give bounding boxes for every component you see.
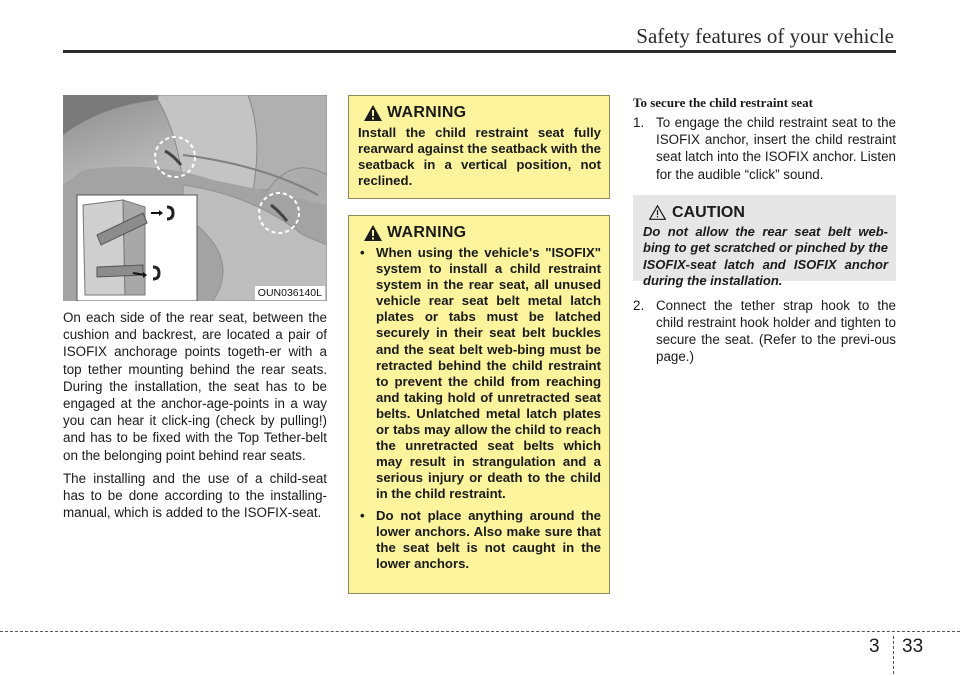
warning-list-item: • When using the vehicle's "ISOFIX" system to install a child restraint system in the rear seat, all unused vehicle rear seat belt metal latch plates or tabs must be latched securely in their seat belt buckles and the seat belt web-bing must be retracted behind the child restraint to prevent the child from reaching and taking hold of unretracted seat belts. Unlatched metal latch plates or tabs may allow the child to reach the unretracted seat belts which may result in strangulation and a serious injury or death to the child in the child restraint. — [360, 245, 601, 502]
body-paragraph: The installing and the use of a child-seat has to be done according to the installing-manual, which is added to the ISOFIX-seat. — [63, 470, 327, 521]
warning-list-item: • Do not place anything around the lower anchors. Also make sure that the seat belt is not caught in the lower anchors. — [360, 507, 601, 571]
step-1 — [633, 114, 896, 183]
step-number: 1. — [633, 115, 645, 130]
section-subheading: To secure the child restraint seat — [633, 95, 813, 110]
step-text: Connect the tether strap hook to the child restraint hook holder and tighten to secure the seat. (Refer to the previ-ous page.) — [656, 297, 896, 365]
isofix-figure — [63, 95, 327, 301]
caution-triangle-icon — [649, 205, 666, 220]
page-number: 33 — [902, 636, 924, 657]
warning-list — [358, 245, 601, 572]
rear-seat-illustration — [63, 95, 327, 301]
warning-box-isofix — [348, 215, 610, 594]
chapter-number: 3 — [869, 636, 880, 657]
body-paragraph: On each side of the rear seat, between the cushion and backrest, are located a pair of ISOFIX anchorage points togeth-er with a top tether mounting behind the rear seats. During the installation, the seat has to be engaged at the anchor-age-points in a way you can hear it click-ing (check by pulling!) and has to be fixed with the Top Tether-belt on the belonging point behind rear seats. — [63, 310, 327, 463]
warning-label: WARNING — [387, 224, 467, 241]
footer-rule — [0, 631, 960, 632]
page-header-title: Safety features of your vehicle — [636, 24, 894, 48]
caution-heading — [643, 204, 888, 222]
figure-code: OUN036140L — [255, 286, 325, 300]
step-number: 2. — [633, 297, 645, 313]
warning-box-seatback — [348, 95, 610, 199]
warning-label: WARNING — [387, 104, 467, 121]
step-2 — [633, 297, 896, 366]
right-column — [633, 95, 896, 366]
header-rule — [63, 50, 896, 53]
warning-text: Install the child restraint seat fully rearward against the seatback with the seatback in a vertical position, not reclined. — [358, 125, 601, 189]
step-text: To engage the child restraint seat to the ISOFIX anchor, insert the child restraint seat latch into the ISOFIX anchor. Listen for the audible “click” sound. — [656, 115, 896, 182]
caution-box — [633, 195, 896, 289]
warning-triangle-icon — [364, 105, 382, 121]
warning-heading — [358, 224, 601, 242]
footer-divider — [893, 636, 894, 674]
warning-heading — [358, 104, 601, 122]
left-column — [63, 95, 327, 521]
caution-text: Do not allow the rear seat belt web-bing to get scratched or pinched by the ISOFIX-seat latch and ISOFIX anchor during the installation. — [643, 223, 888, 289]
warning-triangle-icon — [364, 225, 382, 241]
caution-label: CAUTION — [672, 203, 745, 221]
